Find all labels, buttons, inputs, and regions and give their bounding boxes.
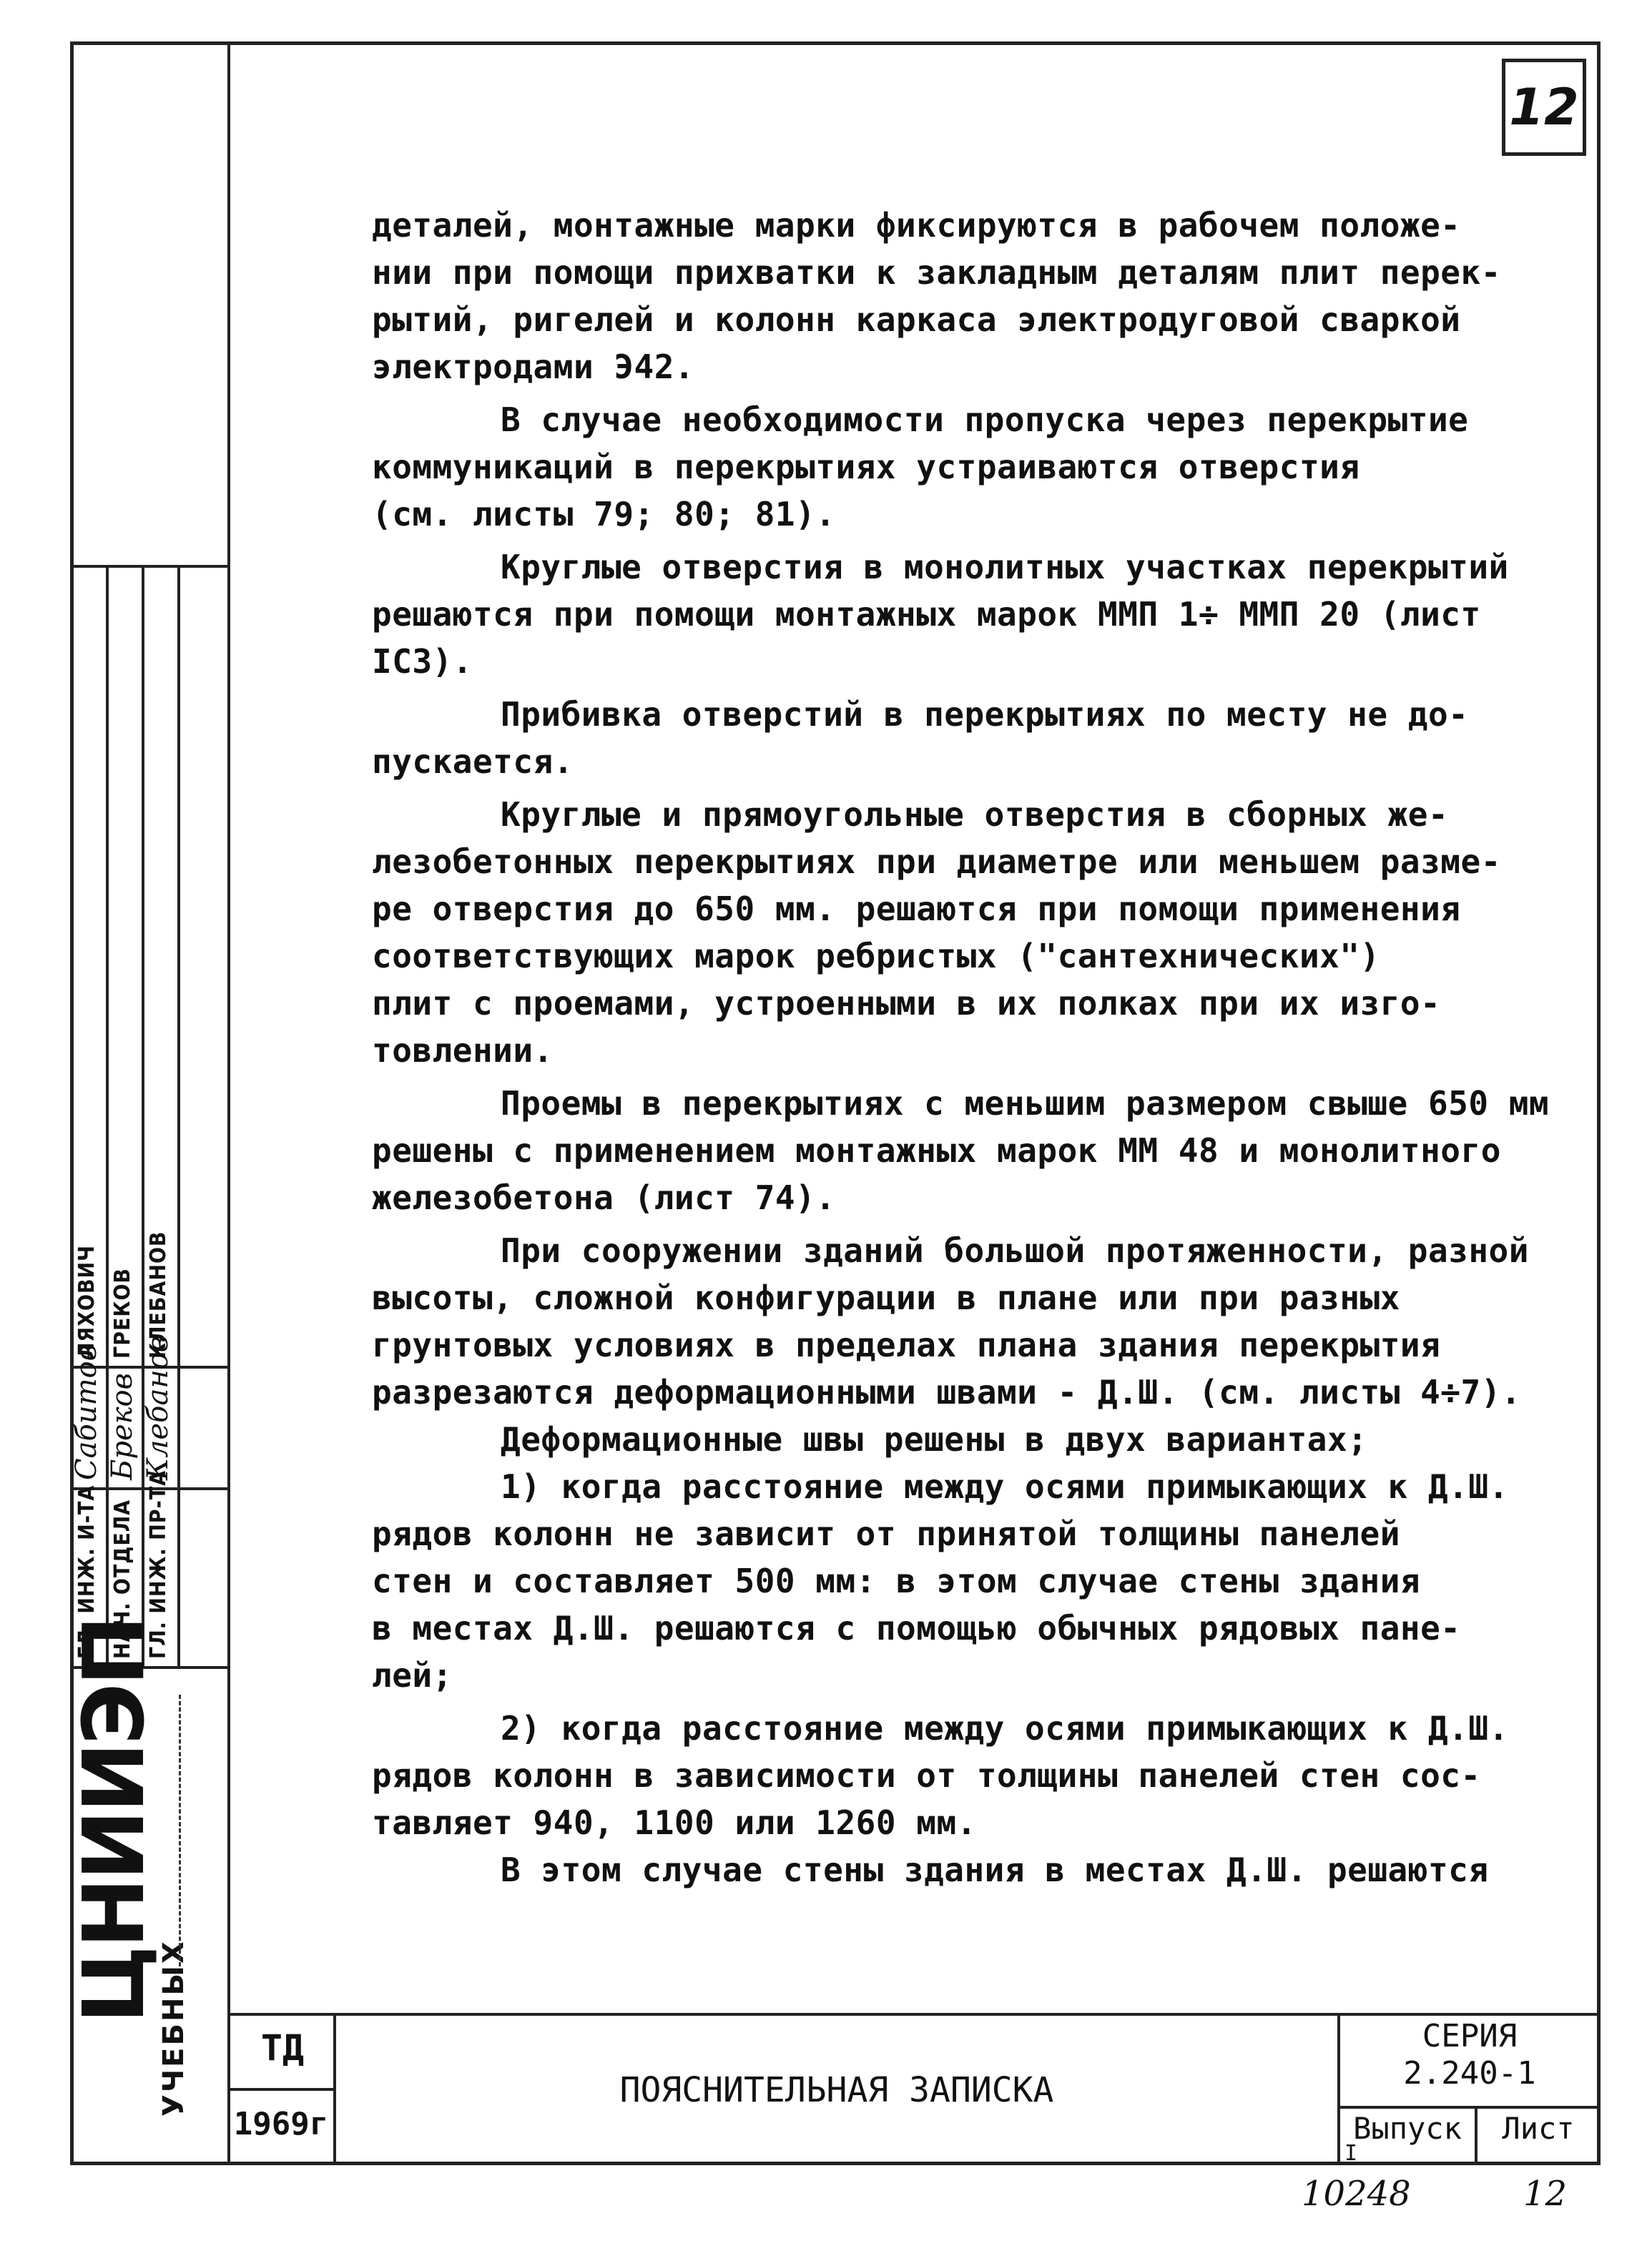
paragraph-2: В случае необходимости пропуска через перекрытие коммуникаций в перекрытиях устраиваются отверстия (см. листы 79; 80; 81). (372, 400, 1469, 533)
paragraph-4: Прибивка отверстий в перекрытиях по месту не до- пускается. (372, 695, 1469, 781)
title-block-code: ТД (260, 2027, 305, 2069)
stamp-position-2: НАЧ. ОТДЕЛА (110, 1499, 135, 1659)
paragraph-6: Проемы в перекрытиях с меньшим размером свыше 650 мм решены с применением монтажных марок ММ 48 и монолитного железобетона (лист 74). (372, 1084, 1550, 1217)
stamp-dashed-line (179, 1695, 181, 1966)
explanatory-note-text (372, 202, 1580, 1893)
series-label: СЕРИЯ (1422, 2018, 1518, 2054)
title-block-year: 1969г (233, 2106, 329, 2142)
stamp-name-2: ГРЕКОВ (110, 1268, 135, 1359)
sheet-number: 12 (1509, 78, 1579, 137)
issue-value: I (1344, 2141, 1358, 2166)
stamp-name-3: КЛЕБАНОВ (146, 1231, 171, 1359)
organization-subtitle: УЧЕБНЫХ (157, 1939, 190, 2117)
margin-divider (227, 41, 230, 2165)
paragraph-9: 1) когда расстояние между осями примыкающих к Д.Ш. рядов колонн не зависит от принятой толщины панелей стен и составляет 500 мм: в этом случае стены здания в местах Д.Ш. решаются с помощью обычных рядовых пане- лей; (372, 1467, 1509, 1695)
paragraph-7: При сооружении зданий большой протяженности, разной высоты, сложной конфигурации в плане или при разных грунтовых условиях в пределах плана здания перекрытия разрезаются деформационными швами - Д.Ш. (см. листы 4÷7). (372, 1231, 1529, 1412)
stamp-position-3: ГЛ. ИНЖ. ПР-ТА (146, 1470, 171, 1659)
footer-sheet-number: 12 (1523, 2174, 1568, 2214)
stamp-position-1: ГЛ. ИНЖ. И-ТА (74, 1484, 99, 1659)
inventory-number: 10248 (1302, 2174, 1411, 2214)
issue-label: Выпуск (1353, 2111, 1462, 2146)
sheet-label: Лист (1502, 2111, 1575, 2146)
paragraph-10: 2) когда расстояние между осями примыкающих к Д.Ш. рядов колонн в зависимости от толщины панелей стен сос- тавляет 940, 1100 или 1260 мм. (372, 1709, 1509, 1842)
paragraph-11: В этом случае стены здания в местах Д.Ш. решаются (501, 1851, 1489, 1889)
paragraph-8: Деформационные швы решены в двух вариантах; (501, 1420, 1368, 1459)
series-value: 2.240-1 (1403, 2055, 1536, 2092)
document-title: ПОЯСНИТЕЛЬНАЯ ЗАПИСКА (619, 2070, 1054, 2110)
stamp-signature-1: Сабитов (70, 1344, 103, 1480)
paragraph-5: Круглые и прямоугольные отверстия в сборных же- лезобетонных перекрытиях при диаметре или меньшем разме- ре отверстия до 650 мм. решаются при помощи применения соответствующих марок ребристых ("сантехнических") плит с проемами, устроенными в их полках при их изго- товлении. (372, 795, 1501, 1070)
stamp-signature-2: Бреков (106, 1373, 139, 1480)
paragraph-3: Круглые отверстия в монолитных участках перекрытий решаются при помощи монтажных марок ММП 1÷ ММП 20 (лист IC3). (372, 548, 1509, 681)
organization-logo: ЦНИИЭП (64, 1617, 163, 2024)
paragraph-1: деталей, монтажные марки фиксируются в рабочем положе- нии при помощи прихватки к закладным деталям плит перек- рытий, ригелей и колонн каркаса электродуговой сваркой электродами Э42. (372, 206, 1501, 386)
sheet-number-box (1502, 59, 1586, 156)
stamp-name-1: ЛЯХОВИЧ (74, 1245, 99, 1359)
stamp-signature-3: Клебанов (142, 1335, 174, 1480)
